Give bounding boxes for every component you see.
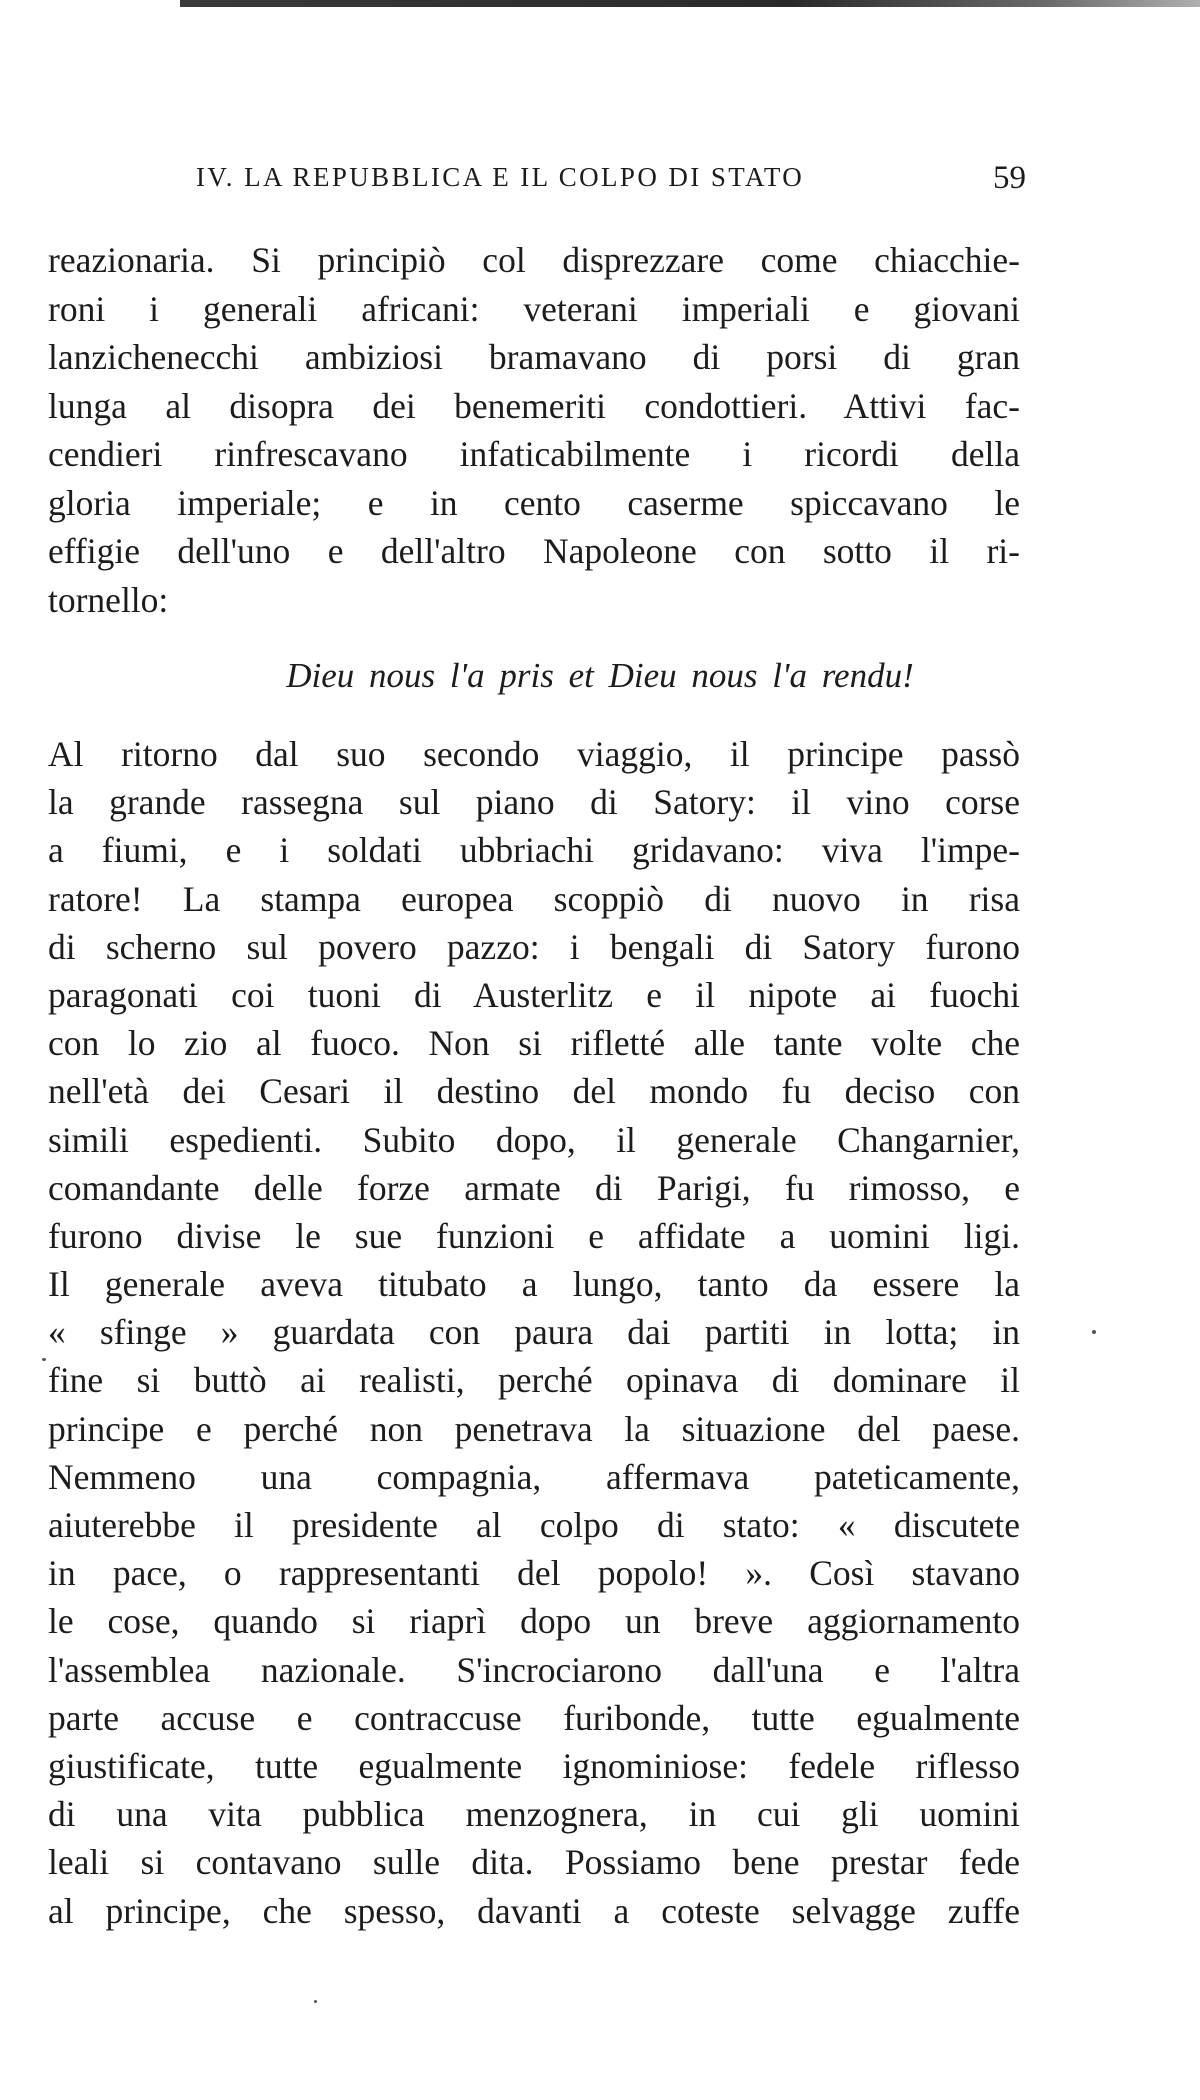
verse-quotation: Dieu nous l'a pris et Dieu nous l'a rendu!	[286, 656, 914, 695]
text-line: di una vita pubblica menzognera, in cui gli uomini	[48, 1794, 1020, 1835]
text-line: al principe, che spesso, davanti a coteste selvagge zuffe	[48, 1890, 1020, 1931]
text-line: gloria imperiale; e in cento caserme spiccavano le	[48, 482, 1020, 523]
text-line: simili espedienti. Subito dopo, il generale Changarnier,	[48, 1119, 1020, 1160]
text-line: Al ritorno dal suo secondo viaggio, il principe passò	[48, 734, 1020, 774]
text-line: l'assemblea nazionale. S'incrociarono dall'una e l'altra	[48, 1649, 1020, 1690]
text-line: aiuterebbe il presidente al colpo di stato: « discutete	[48, 1505, 1020, 1545]
text-line: roni i generali africani: veterani imperiali e giovani	[48, 288, 1020, 329]
print-speck	[42, 1358, 46, 1361]
text-line: effigie dell'uno e dell'altro Napoleone con sotto il ri-	[48, 531, 1020, 571]
text-line: lunga al disopra dei benemeriti condottieri. Attivi fac-	[48, 385, 1020, 426]
text-line: parte accuse e contraccuse furibonde, tutte egualmente	[48, 1697, 1020, 1738]
text-line: Il generale aveva titubato a lungo, tanto da essere la	[48, 1264, 1020, 1305]
running-title: IV. LA REPUBBLICA E IL COLPO DI STATO	[196, 162, 805, 192]
text-line: leali si contavano sulle dita. Possiamo bene prestar fede	[48, 1842, 1020, 1883]
text-line: tornello:	[48, 579, 169, 620]
text-line: paragonati coi tuoni di Austerlitz e il nipote ai fuochi	[48, 974, 1020, 1015]
top-edge-rule	[180, 0, 1200, 7]
text-line: con lo zio al fuoco. Non si rifletté alle tante volte che	[48, 1023, 1020, 1064]
text-line: furono divise le sue funzioni e affidate a uomini ligi.	[48, 1215, 1020, 1256]
text-line: « sfinge » guardata con paura dai partiti in lotta; in	[48, 1312, 1020, 1353]
print-speck	[1092, 1330, 1096, 1334]
page-number: 59	[993, 160, 1026, 196]
text-line: in pace, o rappresentanti del popolo! ». Così stavano	[48, 1553, 1020, 1594]
text-line: principe e perché non penetrava la situazione del paese.	[48, 1408, 1020, 1449]
text-line: cendieri rinfrescavano infaticabilmente i ricordi della	[48, 434, 1020, 474]
text-line: Nemmeno una compagnia, affermava pateticamente,	[48, 1456, 1020, 1497]
text-line: giustificate, tutte egualmente ignominiose: fedele riflesso	[48, 1745, 1020, 1786]
paragraph-2	[48, 730, 1020, 1935]
text-line: lanzichenecchi ambiziosi bramavano di porsi di gran	[48, 337, 1020, 377]
text-line: ratore! La stampa europea scoppiò di nuovo in risa	[48, 878, 1020, 919]
text-line: a fiumi, e i soldati ubbriachi gridavano: viva l'impe-	[48, 830, 1020, 871]
running-head	[196, 162, 1036, 202]
text-line: fine si buttò ai realisti, perché opinava di dominare il	[48, 1360, 1020, 1401]
text-line: nell'età dei Cesari il destino del mondo fu deciso con	[48, 1071, 1020, 1112]
text-line: comandante delle forze armate di Parigi, fu rimosso, e	[48, 1167, 1020, 1208]
text-line: reazionaria. Si principiò col disprezzare come chiacchie-	[48, 240, 1020, 280]
print-speck	[314, 2000, 317, 2003]
paragraph-1	[48, 236, 1020, 624]
text-line: le cose, quando si riaprì dopo un breve aggiornamento	[48, 1601, 1020, 1642]
text-line: di scherno sul povero pazzo: i bengali di Satory furono	[48, 926, 1020, 967]
text-line: la grande rassegna sul piano di Satory: il vino corse	[48, 782, 1020, 823]
